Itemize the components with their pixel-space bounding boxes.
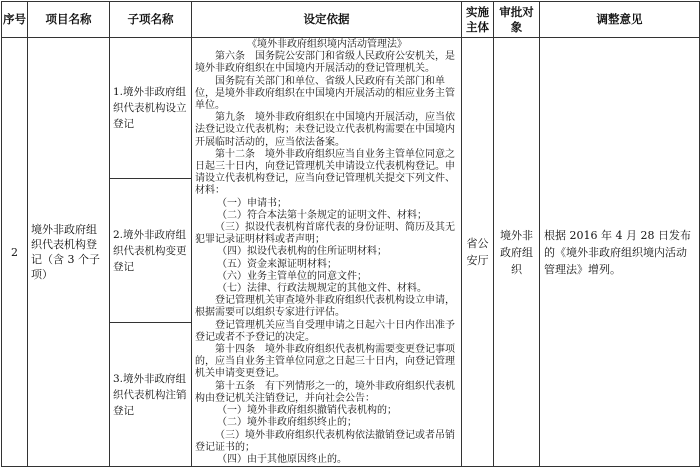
- header-seq: 序号: [2, 2, 28, 38]
- basis-paragraph: 第十四条 境外非政府组织代表机构需要变更登记事项的，应当自业务主管单位同意之日起三十日内，向登记管理机关申请变更登记。: [195, 344, 455, 380]
- header-body: 实施主体: [462, 2, 494, 38]
- table-row: [2, 38, 700, 179]
- basis-paragraph: 登记管理机关审查境外非政府组织代表机构设立申请，根据需要可以组织专家进行评估。: [195, 295, 455, 319]
- table-header-row: [2, 2, 700, 38]
- basis-paragraph: （六）业务主管单位的同意文件；: [217, 270, 367, 282]
- basis-paragraph: 第六条 国务院公安部门和省级人民政府公安机关，是境外非政府组织在中国境内开展活动的登记管理机关。: [195, 51, 455, 75]
- row-opinion: 根据 2016 年 4 月 28 日发布的《境外非政府组织境内活动管理法》增列。: [540, 38, 700, 467]
- sub-item-1: 1.境外非政府组织代表机构设立登记: [110, 38, 192, 179]
- basis-cell: [192, 38, 462, 467]
- basis-text: [195, 39, 459, 466]
- header-item-name: 项目名称: [28, 2, 110, 38]
- header-basis: 设定依据: [192, 2, 462, 38]
- basis-paragraph: 第九条 境外非政府组织在中国境内开展活动，应当依法登记设立代表机构；未登记设立代表机构需要在中国境内开展临时活动的，应当依法备案。: [195, 112, 455, 148]
- basis-paragraph: 第十五条 有下列情形之一的，境外非政府组织代表机构由登记机关注销登记，并向社会公告：: [195, 380, 455, 404]
- basis-paragraph: （二）符合本法第十条规定的证明文件、材料；: [217, 209, 427, 221]
- sub-item-3: 3.境外非政府组织代表机构注销登记: [110, 323, 192, 467]
- header-authority: 审批对象: [494, 2, 540, 38]
- basis-paragraph: （七）法律、行政法规规定的其他文件、材料。: [217, 283, 427, 295]
- basis-paragraph: （一）申请书；: [217, 197, 287, 209]
- sub-item-2: 2.境外非政府组织代表机构变更登记: [110, 178, 192, 322]
- basis-paragraph: 登记管理机关应当自受理申请之日起六十日内作出准予登记或者不予登记的决定。: [195, 319, 455, 343]
- header-opinion: 调整意见: [540, 2, 700, 38]
- approval-items-table: [1, 1, 700, 467]
- row-body: 省公安厅: [462, 38, 494, 467]
- basis-paragraph: （五）资金来源证明材料；: [217, 258, 337, 270]
- basis-paragraph: （四）由于其他原因终止的。: [217, 453, 347, 465]
- basis-paragraph: （二）境外非政府组织终止的；: [217, 417, 357, 429]
- basis-paragraph: （一）境外非政府组织撤销代表机构的；: [217, 405, 397, 417]
- basis-paragraph: 《境外非政府组织境内活动管理法》: [247, 39, 407, 50]
- basis-paragraph: 第十二条 境外非政府组织应当自业务主管单位同意之日起三十日内，向登记管理机关申请设立代表机构登记。申请设立代表机构登记，应当向登记管理机关提交下列文件、材料：: [195, 148, 455, 197]
- basis-paragraph: （四）拟设代表机构的住所证明材料；: [217, 246, 387, 258]
- basis-paragraph: 国务院有关部门和单位、省级人民政府有关部门和单位，是境外非政府组织在中国境内开展活动的相应业务主管单位。: [195, 75, 455, 112]
- header-sub-name: 子项名称: [110, 2, 192, 38]
- basis-paragraph: （三）拟设代表机构首席代表的身份证明、简历及其无犯罪记录证明材料或者声明；: [195, 222, 455, 246]
- basis-paragraph: （三）境外非政府组织代表机构依法撤销登记或者吊销登记证书的；: [195, 429, 455, 453]
- row-item-name: 境外非政府组织代表机构登记（含 3 个子项）: [28, 38, 110, 467]
- row-seq: 2: [2, 38, 28, 467]
- row-authority: 境外非政府组织: [494, 38, 540, 467]
